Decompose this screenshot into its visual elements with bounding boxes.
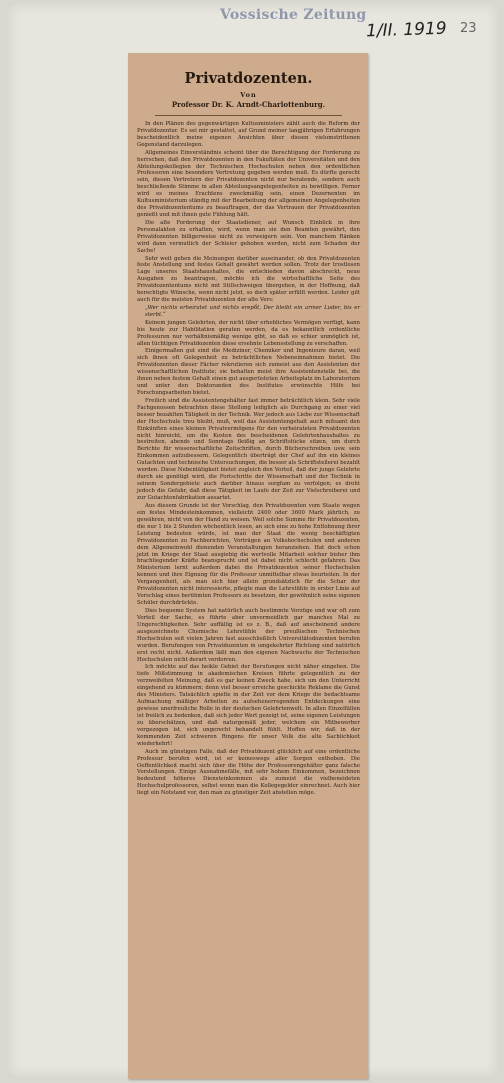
paragraph: Allgemeines Einverständnis scheint über die Berechtigung der Forderung zu herrschen, daß den Privatdozenten in den Fakultäten der Universitäten und den Abteilungskollegien der Technischen Hochschulen neben den ordentlichen Professoren eine besondere Vertretung gegeben werden muß. Es dürfte gerecht sein, diesen Vertretern der Privatdozenten nicht nur beratende, sondern auch beschließende Stimme in allen Abteilungsangelegenheiten zu bewilligen. Ferner wird es meines Erachtens zweckmäßig sein, einen Dezernenten im Kultusministerium ständig mit der Bearbeitung der allgemeinen Angelegenheiten des Privatdozententums zu beauftragen, der das Vertrauen der Privatdozenten genießt und mit ihnen gute Fühlung hält. bbox=[137, 149, 360, 219]
archive-sheet bbox=[8, 3, 498, 1077]
article-body bbox=[137, 121, 360, 797]
byline-author: Professor Dr. K. Arndt-Charlottenburg. bbox=[171, 100, 326, 109]
byline-von: Von bbox=[240, 91, 257, 99]
paragraph: Dies bequeme System hat natürlich auch bestimmte Vorzüge und war oft zum Vorteil der Sache, es führte aber unvermeidlich gar manches Mal zu Ungerechtigkeiten. Sehr auffällig ist es z. B., daß auf anscheinend andere ausgezeichnete Chemische Lehrstühle der preußischen Technischen Hochschulen seit vielen Jahren fast ausschließlich Universitätsdozenten berufen wurden. Berufungen von Privatdozenten in umgekehrter Richtung sind natürlich erst recht nicht. Außerdem läßt man den eigenen Nachwuchs der Technischen Hochschulen nicht derart verdorren. bbox=[137, 607, 360, 663]
sheet-number: 23 bbox=[460, 21, 477, 36]
newspaper-stamp: Vossische Zeitung bbox=[220, 7, 367, 23]
article-title: Privatdozenten. bbox=[184, 70, 313, 87]
paragraph: In den Plänen des gegenwärtigen Kultusministers zählt auch die Reform der Privatdozentur. Es sei mir gestattet, auf Grund meiner langjährigen Erfahrungen bescheidentlich meine eigenen Ansichten über diesen vielumstrittenen Gegenstand darzulegen. bbox=[137, 121, 360, 148]
verse-quote: „Wer nichts erheiratet und nichts erербt, Der bleibt ein armer Luder, bis er sterbt.“ bbox=[145, 304, 360, 318]
paragraph: Aus diesem Grunde ist der Vorschlag, den Privatdozenten vom Staate wegen ein festes Mindesteinkommen, vielleicht 2400 oder 3600 Mark jährlich, zu gewähren, nicht von der Hand zu weisen. Weil solche Summe für Privatdozenten, die nur 1 bis 2 Stunden wöchentlich lesen, an sich eine zu hohe Entlohnung ihrer Leistung bedeuten würde, ist man der Staat die wenig beschäftigten Privatdozenten zu Fachberichten, Vorträgen an Volkshochschulen und anderen dem Allgemeinwohl dienenden Veranstaltungen heranziehen. Hat doch schon jetzt im Kriege der Staat ausgiebig die wertvolle Mitarbeit solcher bisher ihm brachliegender Kräfte beansprucht und ist dabei nicht schlecht gefahren. Das Ministerium lernt außerdem dabei die Privatdozenten seiner Hochschulen kennen und ihre Eignung für die Professur unmittelbar etwas beurteilen. In der Vergangenheit, als man sich hier allein grundsätzlich für die Schar der Privatdozenten nicht interessierte, pflegte man die Lehrstühle in erster Linie auf Vorschlag eines berühmten Professors zu besetzen, der gewöhnlich seine eigenen Schüler durchdrückte. bbox=[137, 502, 360, 607]
title-rule bbox=[155, 115, 342, 116]
handwritten-date: 1/II. 1919 bbox=[365, 18, 447, 42]
paragraph: Auch im günstigen Falle, daß der Privatdozent glücklich auf eine ordentliche Professur berufen wird, ist er keineswegs aller Sorgen enthoben. Die Oeffentlichkeit macht sich über die Höhe der Professorengehälter ganz falsche Vorstellungen. Einige Ausnahmefälle, mit sehr hohem Einkommen, bezeichnen bedeutend höheres Diensteinkommen als zumeist die vielbeneideten Hochschulprofessoren, selbst wenn man die Kollegegelder einrechnet. Auch hier liegt ein Notstand vor, den man zu günstiger Zeit abstellen möge. bbox=[137, 748, 360, 797]
paragraph: Freilich sind die Assistentengehälter fast immer beträchtlich klein. Sehr viele Fachgenossen betrachten diese Stellung lediglich als Durchgang zu einer viel besser bezahlten Tätigkeit in der Technik. Wer jedoch aus Liebe zur Wissenschaft der Hochschule treu bleibt, muß, weil das Assistentengehalt auch mitsamt den Einkünften eines kleinen Privatvermögens für den verheirateten Privatdozenten nicht hinreicht, um die Kosten des bescheidenen Gelehrtenhaushaltes zu bestreiten, abends und Sonntags fleißig an Schriftstücke sitzen, um durch Berichte für wissenschaftliche Zeitschriften, durch Bücherschreiben usw. sein Einkommen aufzubessern. Gelegentlich überträgt der Chef auf ihn ein kleines Gutachten und technische Untersuchungen, die besser als Schriftstellerei bezahlt werden. Diese Nebentätigkeit bietet zugleich den Vorteil, daß der junge Gelehrte durch sie genötigt wird, die Fortschritte der Wissenschaft und der Technik in seinem Sondergebiete auch darüber hinaus sorgfam zu verfolgen; es droht jedoch die Gefahr, daß diese Tätigkeit im Laufe der Zeit zur Vielschreiberei und zur Gutachtenfabrikation ausartet. bbox=[137, 397, 360, 502]
paragraph: Sehr weit gehen die Meinungen darüber auseinander, ob den Privatdozenten feste Anstellung und festes Gehalt gewährt werden sollen. Trotz der trostlosen Lage unseres Staatshaushaltes, die entschieden davon abschreckt, neue Ausgaben zu beantragen, möchte ich die wirtschaftliche Seite des Privatdozententums nicht mit Stillschweigen übergehen, in der Hoffnung, daß berechtigte Wünsche, wenn nicht jetzt, so doch später erfüllt werden. Leider gilt auch für die meisten Privatdozenten der alte Vers: bbox=[137, 255, 360, 304]
newspaper-clipping bbox=[128, 53, 368, 1079]
paragraph: Ich möchte auf das heikle Gebiet der Berufungen nicht näher eingehen. Die tiefe Mißstimmung in akademischen Kreisen führte gelegentlich zu der verzweifelten Meinung, daß es gar keinen Zweck habe, sich um den Unterricht eingehend zu kümmern; denn viel besser erreiche geschickte Reklame die Gunst des Ministers. Tatsächlich spielte in der Zeit vor dem Kriege die bedachtsame Aufmachung mäßiger Arbeiten zu aufsehenerregenden Entdeckungen eine gewisse unerfreuliche Rolle in der deutschen Gelehrtenwelt. In allen Einzelfällen ist freilich zu bedenken, daß sich jeder Wert gezeigt ist, seine eigenen Leistungen zu überschätzen, und daß naturgemäß jeder, welchem ein Mitbewerber vorgezogen ist, sich ungerecht behandelt fühlt. Hoffen wir, daß in der kommenden Zeit schweren Ringens für unser Volk die alte Sachlichkeit wiederkehrt! bbox=[137, 664, 360, 747]
paragraph: Einigermaßen gut sind die Mediziner, Chemiker und Ingenieure daran, weil sich ihnen oft Gelegenheit zu beträchtlichen Nebeneinnahmen bietet. Die Privatdozenten dieser Fächer rekrutieren sich zumeist aus den Assistenten der wissenschaftlichen Institute; sie behalten meist ihre Assistentenstelle bei, die ihnen neben festem Gehalt einen gut ausgerüsteten Arbeitsplatz im Laboratorium und unter den Doktoranden des Institutes erwünschte Hilfe bei Forschungsarbeiten bietet. bbox=[137, 348, 360, 396]
paragraph: Keinem jungen Gelehrten, der nicht über erhebliches Vermögen verfügt, kann bis heute zur Habilitation geraten werden, da es bekanntlich ordentliche Professuren nur verhältnismäßig wenige gibt, so daß es schier unmöglich ist, allen tüchtigen Privatdozenten diese ersehnte Lebensstellung zu verschaffen. bbox=[137, 319, 360, 347]
paragraph: Die alte Forderung der Staatsdiener, auf Wunsch Einblick in ihre Personalakten zu erhalten, wird, wenn man sie den Beamten gewährt, den Privatdozenten billigerweise nicht zu verweigern sein. Von manchem Ränken wird dann vermutlich der Schleier gehoben werden, nicht zum Schaden der Sache! bbox=[137, 219, 360, 254]
